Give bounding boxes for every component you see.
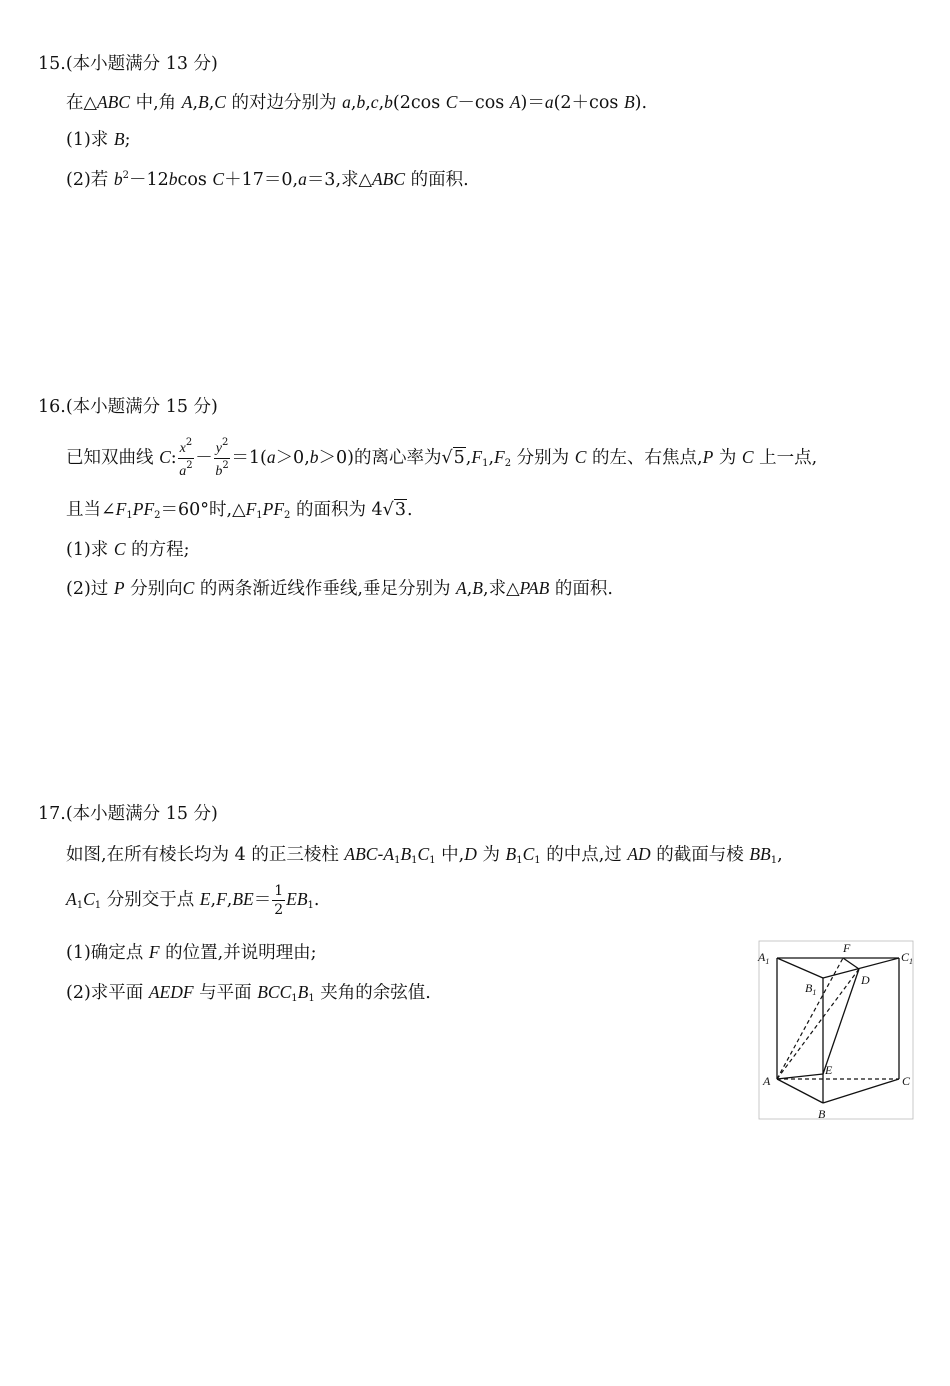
prism-diagram xyxy=(756,938,916,1123)
edge-a-e xyxy=(777,1074,823,1079)
label-a1: $A_1$ xyxy=(758,950,770,966)
sqrt-3: √3 xyxy=(382,500,406,520)
q15-statement: 在△ABC 中,角 A,B,C 的对边分别为 a,b,c,b(2cos C－cos A)＝a(2＋cos B). xyxy=(66,92,648,113)
fraction-y2-b2: $\frac{y^2}{b^2}$ xyxy=(215,437,229,479)
label-a: A xyxy=(763,1074,771,1088)
q15-part-1: (1)求 B; xyxy=(66,129,131,150)
fraction-one-half: $\frac{1}{2}$ xyxy=(274,883,284,918)
q16-statement-line-1: 已知双曲线 C: $\frac{x^2}{a^2}$ － $\frac{y^2}{b^2}$ ＝1(a＞0,b＞0)的离心率为$√5,F_1,F_2$ 分别为 C 的左、右焦点,P 为 C 上一点, xyxy=(66,437,818,479)
edge-a-d-hidden xyxy=(777,969,859,1079)
edge-a-b xyxy=(777,1079,823,1103)
q17-part-2: (2)求平面 AEDF 与平面 $BCC_1B_1$ 夹角的余弦值. xyxy=(66,982,431,1004)
q16-part-2: (2)过 P 分别向C 的两条渐近线作垂线,垂足分别为 A,B,求△PAB 的面积. xyxy=(66,578,613,599)
label-d: D xyxy=(861,973,870,987)
sqrt-5: √5 xyxy=(441,448,465,468)
edge-a1-b1 xyxy=(777,958,823,978)
q16-statement-line-2: 且当$\angle F_1PF_2=60^\circ$时$,\triangle F_1PF_2$ 的面积为 4√3. xyxy=(66,499,413,521)
prism-figure xyxy=(756,938,916,1123)
q17-part-1: (1)确定点 F 的位置,并说明理由; xyxy=(66,942,317,963)
label-f: F xyxy=(843,941,851,955)
figure-frame xyxy=(759,941,913,1119)
label-b: B xyxy=(818,1107,826,1121)
q15-part-2: (2)若 $b^2-12bcos$ C＋17＝0,a＝3,求△ABC 的面积. xyxy=(66,169,469,190)
edge-a-f-hidden xyxy=(777,958,843,1079)
edge-b-c xyxy=(823,1079,899,1103)
label-c: C xyxy=(902,1074,911,1088)
q17-statement-line-1: 如图,在所有棱长均为 4 的正三棱柱 ABC-$A_1B_1C_1$ 中,D 为 $B_1C_1$ 的中点,过 AD 的截面与棱 $BB_1$, xyxy=(66,844,783,866)
q17-statement-line-2: $A_1C_1$ 分别交于点 E,F,BE＝ $\frac{1}{2}$ $EB_1$. xyxy=(66,883,320,918)
q17-heading: 17.(本小题满分 15 分) xyxy=(38,804,218,824)
label-e: E xyxy=(825,1063,833,1077)
q15-heading: 15.(本小题满分 13 分) xyxy=(38,54,218,74)
edge-d-f xyxy=(843,958,859,969)
label-c1: $C_1$ xyxy=(901,950,914,966)
label-b1: $B_1$ xyxy=(805,981,817,997)
q16-heading: 16.(本小题满分 15 分) xyxy=(38,397,218,417)
fraction-x2-a2: $\frac{x^2}{a^2}$ xyxy=(179,437,193,479)
q16-part-1: (1)求 C 的方程; xyxy=(66,539,190,560)
